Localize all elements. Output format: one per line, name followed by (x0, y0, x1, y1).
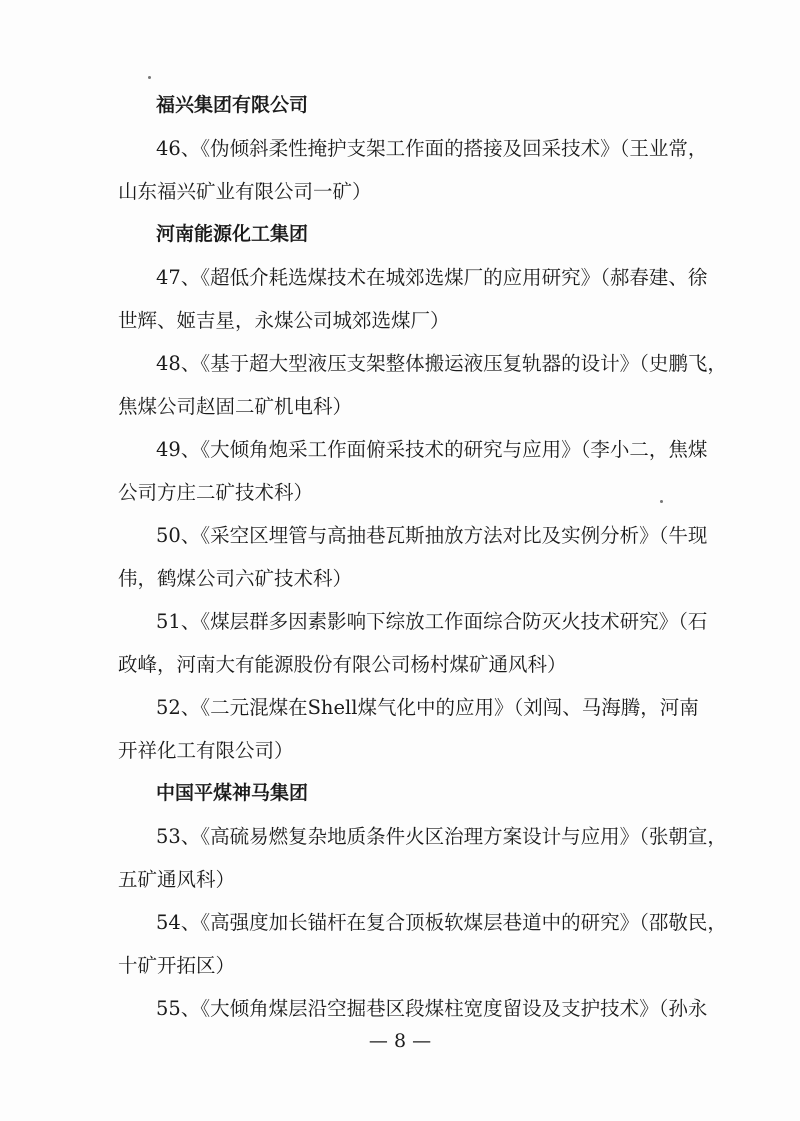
item-line: 山东福兴矿业有限公司一矿） (118, 180, 372, 203)
section-heading: 福兴集团有限公司 (156, 94, 309, 116)
item-line: 世辉、姬吉星，永煤公司城郊选煤厂） (118, 309, 450, 332)
item-line: 46、《伪倾斜柔性掩护支架工作面的搭接及回采技术》（王业常， (156, 137, 708, 160)
list-item (118, 127, 718, 213)
item-line: 开祥化工有限公司） (118, 739, 294, 762)
item-line: 焦煤公司赵固二矿机电科） (118, 395, 353, 418)
text-block (118, 84, 727, 1030)
list-item (118, 686, 718, 772)
item-line: 公司方庄二矿技术科） (118, 481, 314, 504)
scan-speck (148, 76, 151, 79)
list-item (118, 256, 718, 342)
item-line: 政峰，河南大有能源股份有限公司杨村煤矿通风科） (118, 653, 567, 676)
list-item (118, 514, 718, 600)
section-heading: 河南能源化工集团 (156, 223, 309, 245)
item-line: 49、《大倾角炮采工作面俯采技术的研究与应用》（李小二，焦煤 (156, 438, 708, 461)
item-line: 51、《煤层群多因素影响下综放工作面综合防灭火技术研究》（石 (156, 610, 708, 633)
list-item (118, 342, 727, 428)
item-line: 47、《超低介耗选煤技术在城郊选煤厂的应用研究》（郝春建、徐 (156, 266, 708, 289)
item-line: 伟，鹤煤公司六矿技术科） (118, 567, 353, 590)
list-item (118, 815, 727, 901)
item-line: 52、《二元混煤在Shell煤气化中的应用》（刘闯、马海腾，河南 (156, 696, 699, 719)
list-item (118, 987, 718, 1030)
item-line: 54、《高强度加长锚杆在复合顶板软煤层巷道中的研究》（邵敬民， (156, 911, 727, 934)
item-line: 48、《基于超大型液压支架整体搬运液压复轨器的设计》（史鹏飞， (156, 352, 727, 375)
item-line: 五矿通风科） (118, 868, 236, 891)
page-number: — 8 — (368, 1030, 432, 1052)
item-line: 50、《采空区埋管与高抽巷瓦斯抽放方法对比及实例分析》（牛现 (156, 524, 708, 547)
item-line: 55、《大倾角煤层沿空掘巷区段煤柱宽度留设及支护技术》（孙永 (156, 997, 708, 1020)
item-line: 十矿开拓区） (118, 954, 236, 977)
item-line: 53、《高硫易燃复杂地质条件火区治理方案设计与应用》（张朝宣， (156, 825, 727, 848)
list-item (118, 901, 727, 987)
list-item (118, 600, 718, 686)
list-item (118, 428, 718, 514)
section-heading: 中国平煤神马集团 (156, 782, 309, 804)
